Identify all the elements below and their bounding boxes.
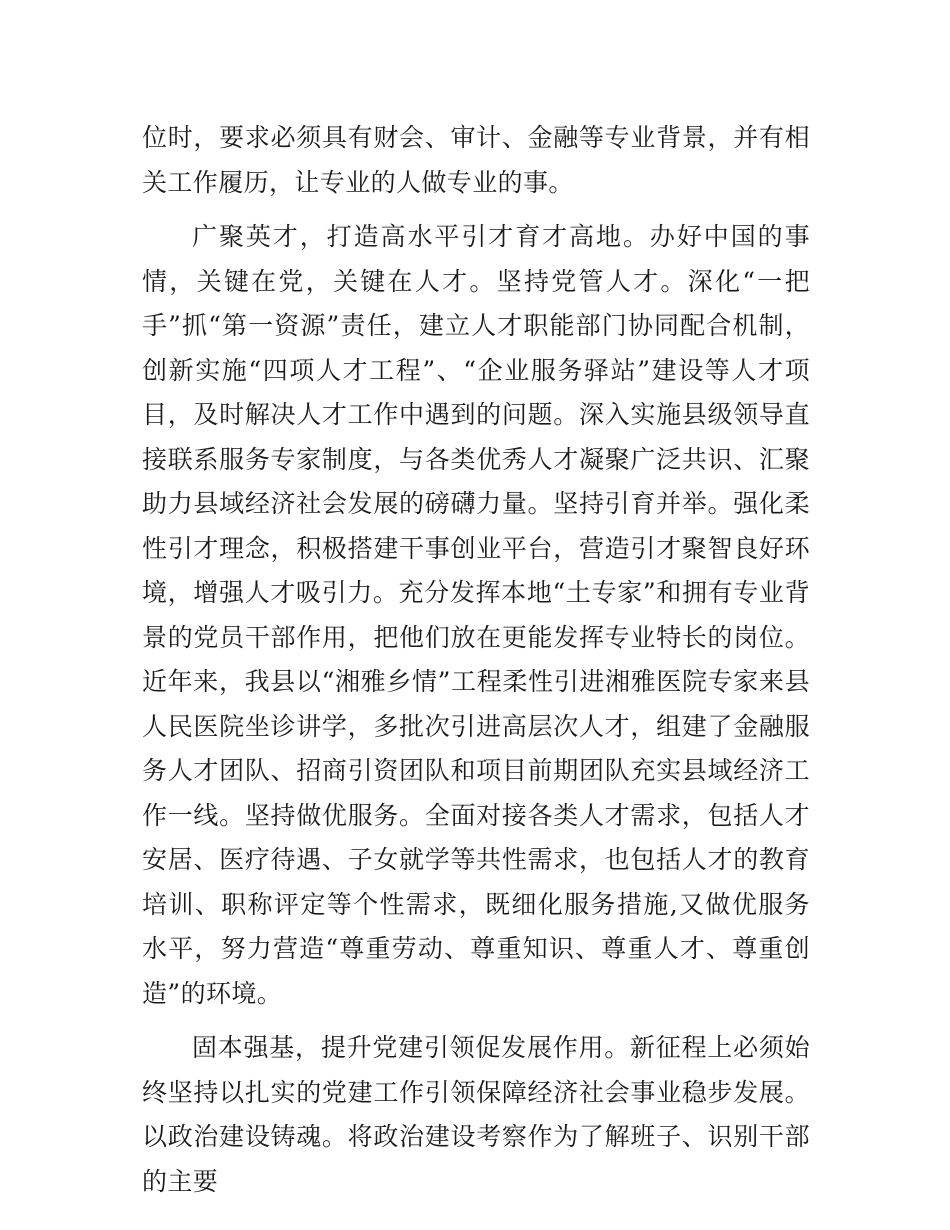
paragraph-party-building: 固本强基，提升党建引领促发展作用。新征程上必须始终坚持以扎实的党建工作引领保障经济社会事业稳步发展。以政治建设铸魂。将政治建设考察作为了解班子、识别干部的主要 xyxy=(142,1033,810,1196)
document-body xyxy=(142,116,810,1214)
paragraph-continuation: 位时，要求必须具有财会、审计、金融等专业背景，并有相关工作履历，让专业的人做专业的事。 xyxy=(142,123,810,197)
paragraph-talent-attraction: 广聚英才，打造高水平引才育才高地。办好中国的事情，关键在党，关键在人才。坚持党管人才。深化“一把手”抓“第一资源”责任，建立人才职能部门协同配合机制，创新实施“四项人才工程”、“企业服务驿站”建设等人才项目，及时解决人才工作中遇到的问题。深入实施县级领导直接联系服务专家制度，与各类优秀人才凝聚广泛共识、汇聚助力县域经济社会发展的磅礴力量。坚持引育并举。强化柔性引才理念，积极搭建干事创业平台，营造引才聚智良好环境，增强人才吸引力。充分发挥本地“土专家”和拥有专业背景的党员干部作用，把他们放在更能发挥专业特长的岗位。近年来，我县以“湘雅乡情”工程柔性引进湘雅医院专家来县人民医院坐诊讲学，多批次引进高层次人才，组建了金融服务人才团队、招商引资团队和项目前期团队充实县域经济工作一线。坚持做优服务。全面对接各类人才需求，包括人才安居、医疗待遇、子女就学等共性需求，也包括人才的教育培训、职称评定等个性需求，既细化服务措施,又做优服务水平，努力营造“尊重劳动、尊重知识、尊重人才、尊重创造”的环境。 xyxy=(142,222,810,1008)
